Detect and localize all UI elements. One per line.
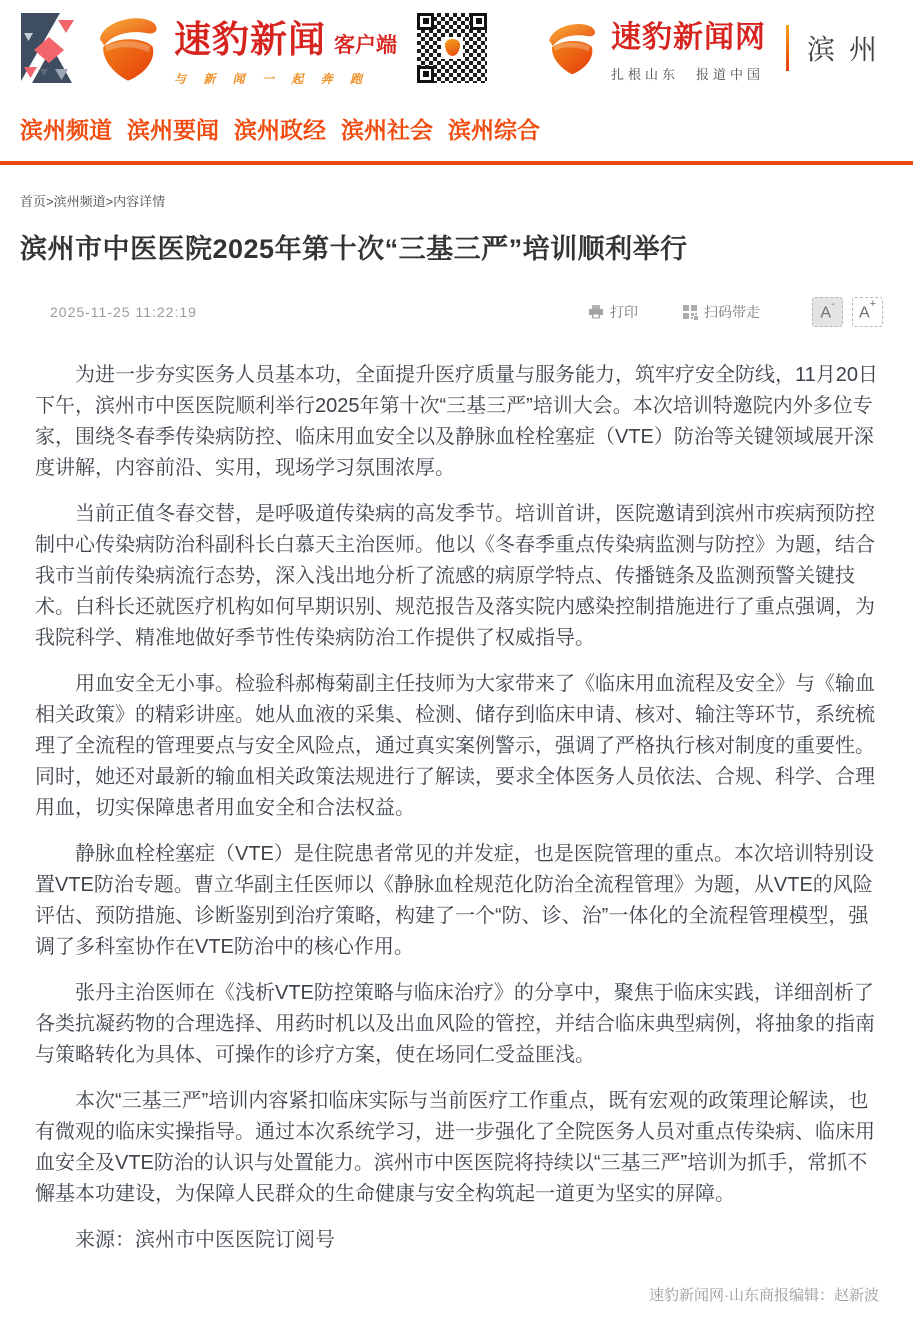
print-label: 打印: [610, 304, 638, 320]
font-decrease-button[interactable]: A-: [812, 297, 843, 327]
publish-date: 2025-11-25 11:22:19: [50, 304, 197, 320]
site-header: [0, 0, 913, 92]
article-paragraph: 为进一步夯实医务人员基本功，全面提升医疗质量与服务能力，筑牢疗安全防线，11月20日下午，滨州市中医医院顺利举行2025年第十次“三基三严”培训大会。本次培训特邀院内外多位专家，围绕冬春季传染病防控、临床用血安全以及静脉血栓栓塞症（VTE）防治等关键领域展开深度讲解，内容前沿、实用，现场学习氛围浓厚。: [35, 364, 879, 479]
breadcrumb[interactable]: 首页>滨州频道>内容详情: [20, 194, 166, 209]
article-paragraph: 当前正值冬春交替，是呼吸道传染病的高发季节。培训首讲，医院邀请到滨州市疾病预防控制中心传染病防治科副科长白慕天主治医师。他以《冬春季重点传染病监测与防控》为题，结合我市当前传染病流行态势，深入浅出地分析了流感的病原学特点、传播链条及监测预警关键技术。白科长还就医疗机构如何早期识别、规范报告及落实院内感染控制措施进行了重点强调，为我院科学、精准地做好季节性传染病防治工作提供了权威指导。: [35, 503, 875, 649]
channel-nav: [0, 92, 913, 165]
app-brand-text: [174, 9, 397, 87]
article-paragraph: 用血安全无小事。检验科郝梅菊副主任技师为大家带来了《临床用血流程及安全》与《输血相关政策》的精彩讲座。她从血液的采集、检测、储存到临床申请、核对、输注等环节，系统梳理了全流程的管理要点与安全风险点，通过真实案例警示，强调了严格执行核对制度的重要性。同时，她还对最新的输血相关政策法规进行了解读，要求全体医务人员依法、合规、科学、合理用血，切实保障患者用血安全和合法权益。: [35, 673, 875, 819]
printer-icon: [588, 304, 604, 320]
leopard-logo-icon: [543, 19, 601, 77]
scan-qr-button[interactable]: [682, 302, 760, 322]
nav-item-binzhou-shehui[interactable]: 滨州社会: [341, 117, 433, 143]
app-qr-code-icon: [417, 13, 487, 83]
article-paragraph: 张丹主治医师在《浅析VTE防控策略与临床治疗》的分享中，聚焦于临床实践，详细剖析了各类抗凝药物的合理选择、用药时机以及出血风险的管控，并结合临床典型病例，将抽象的指南与策略转化为具体、可操作的诊疗方案，使在场同仁受益匪浅。: [35, 982, 875, 1066]
site-name: 速豹新闻网: [611, 21, 766, 54]
leopard-logo-icon: [92, 12, 164, 84]
nav-item-binzhou-zhengjing[interactable]: 滨州政经: [234, 117, 326, 143]
site-brand-logo[interactable]: [543, 12, 891, 83]
page-footer: [0, 1284, 913, 1331]
article-title: 滨州市中医医院2025年第十次“三基三严”培训顺利举行: [20, 234, 688, 264]
article-page: [0, 191, 913, 1256]
app-suffix: 客户端: [334, 33, 397, 57]
article-source: 来源：滨州市中医医院订阅号: [75, 1229, 335, 1251]
site-slogan: 扎根山东 报道中国: [611, 67, 765, 82]
vertical-divider: [786, 25, 789, 71]
nav-item-binzhou-zonghe[interactable]: 滨州综合: [448, 117, 540, 143]
region-label: 滨州: [807, 34, 892, 66]
editor-credit: 速豹新闻网·山东商报编辑：赵新波: [649, 1287, 879, 1304]
article-paragraph: 静脉血栓栓塞症（VTE）是住院患者常见的并发症，也是医院管理的重点。本次培训特别设置VTE防治专题。曹立华副主任医师以《静脉血栓规范化防治全流程管理》为题，从VTE的风险评估、预防措施、诊断鉴别到治疗策略，构建了一个“防、诊、治”一体化的全流程管理模型，强调了多科室协作在VTE防治中的核心作用。: [35, 843, 874, 958]
site-brand-text: [611, 12, 766, 83]
article-meta: [0, 297, 913, 327]
article-paragraph: 本次“三基三严”培训内容紧扣临床实际与当前医疗工作重点，既有宏观的政策理论解读，也有微观的临床实操指导。通过本次系统学习，进一步强化了全院医务人员对重点传染病、临床用血安全及VTE防治的认识与处置能力。滨州市中医医院将持续以“三基三严”培训为抓手，常抓不懈基本功建设，为保障人民群众的生命健康与安全构筑起一道更为坚实的屏障。: [35, 1090, 875, 1205]
nav-item-binzhou-yaowen[interactable]: 滨州要闻: [127, 117, 219, 143]
article-actions: [588, 297, 883, 327]
nav-item-binzhou-pindao[interactable]: 滨州频道: [20, 117, 112, 143]
print-button[interactable]: [588, 302, 638, 322]
font-increase-button[interactable]: A+: [852, 297, 883, 327]
app-brand-logo[interactable]: [20, 9, 487, 87]
app-name: 速豹新闻: [174, 18, 326, 60]
qr-center-leopard-icon: [445, 39, 460, 56]
geometric-triangles-icon: [20, 11, 82, 85]
scan-label: 扫码带走: [704, 304, 760, 320]
app-tagline: 与 新 闻 一 起 奔 跑: [174, 71, 370, 86]
article-body: [0, 360, 913, 1256]
qr-code-icon: [682, 304, 698, 320]
